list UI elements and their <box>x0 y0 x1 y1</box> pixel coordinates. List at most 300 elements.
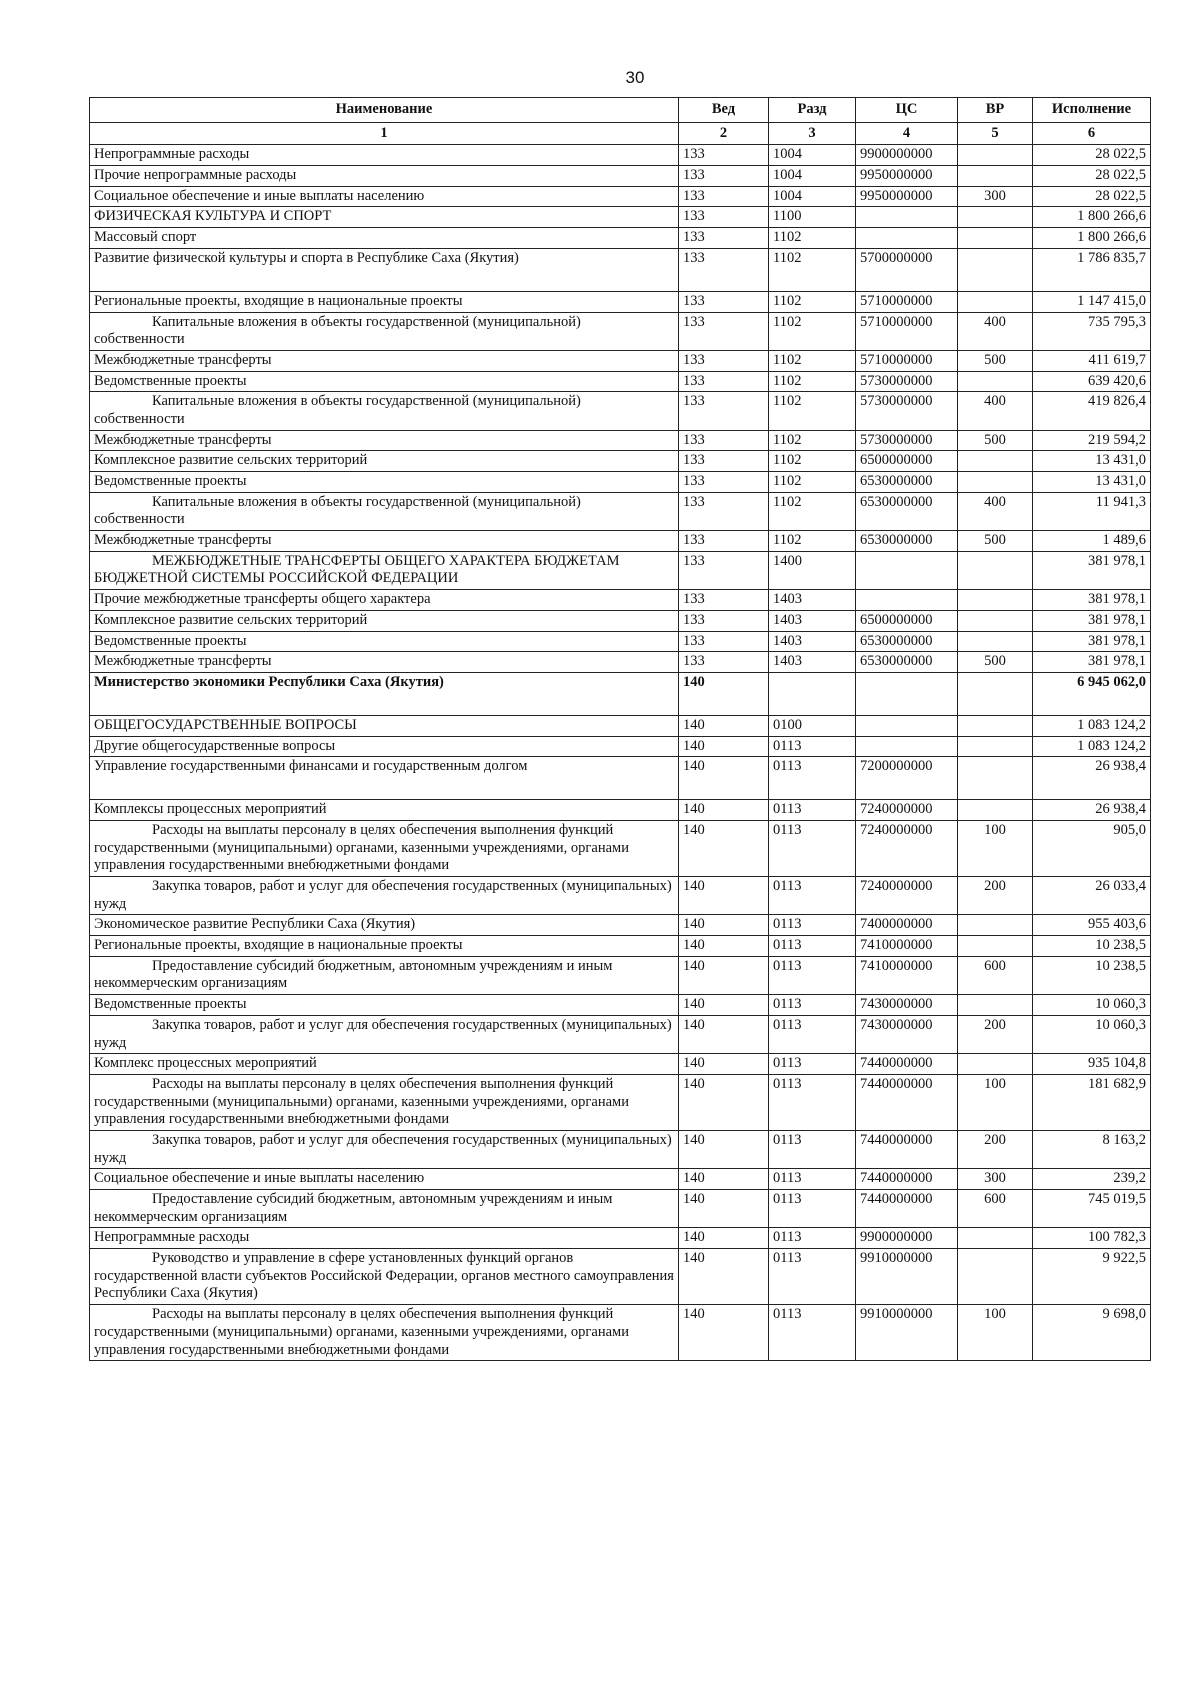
row-vr: 400 <box>958 392 1033 430</box>
row-vr: 400 <box>958 312 1033 350</box>
row-amount: 381 978,1 <box>1033 610 1151 631</box>
row-cs: 7240000000 <box>856 820 958 876</box>
row-amount: 1 489,6 <box>1033 531 1151 552</box>
row-ved: 133 <box>679 291 769 312</box>
row-name: Другие общегосударственные вопросы <box>90 736 679 757</box>
row-name: Капитальные вложения в объекты государственной (муниципальной) собственности <box>90 392 679 430</box>
row-amount: 955 403,6 <box>1033 915 1151 936</box>
row-amount: 905,0 <box>1033 820 1151 876</box>
row-name: Межбюджетные трансферты <box>90 652 679 673</box>
row-name: Расходы на выплаты персоналу в целях обеспечения выполнения функций государственными (муниципальными) органами, казенными учреждениями, органами управления государственными внебюджетными фондами <box>90 1074 679 1130</box>
table-row <box>90 672 1151 715</box>
table-row <box>90 915 1151 936</box>
table-row <box>90 1305 1151 1361</box>
row-ved: 140 <box>679 800 769 821</box>
row-ved: 140 <box>679 1228 769 1249</box>
row-razd: 1102 <box>769 371 856 392</box>
table-body <box>90 145 1151 1361</box>
row-cs: 9900000000 <box>856 1228 958 1249</box>
table-row <box>90 610 1151 631</box>
table-row <box>90 1054 1151 1075</box>
row-amount: 10 238,5 <box>1033 936 1151 957</box>
row-name: Капитальные вложения в объекты государственной (муниципальной) собственности <box>90 492 679 530</box>
row-amount: 239,2 <box>1033 1169 1151 1190</box>
row-ved: 133 <box>679 430 769 451</box>
row-ved: 133 <box>679 492 769 530</box>
row-ved: 133 <box>679 228 769 249</box>
row-vr <box>958 736 1033 757</box>
header-vr: ВР <box>958 98 1033 123</box>
row-ved: 140 <box>679 936 769 957</box>
row-vr: 600 <box>958 956 1033 994</box>
row-amount: 381 978,1 <box>1033 590 1151 611</box>
row-ved: 133 <box>679 350 769 371</box>
page-number: 30 <box>625 68 645 87</box>
row-cs: 6530000000 <box>856 492 958 530</box>
table-row <box>90 371 1151 392</box>
row-vr <box>958 995 1033 1016</box>
table-row <box>90 472 1151 493</box>
row-amount: 419 826,4 <box>1033 392 1151 430</box>
row-vr: 300 <box>958 186 1033 207</box>
column-number: 6 <box>1033 122 1151 145</box>
row-cs <box>856 736 958 757</box>
row-vr <box>958 207 1033 228</box>
row-razd <box>769 672 856 715</box>
row-name: Предоставление субсидий бюджетным, автономным учреждениям и иным некоммерческим организациям <box>90 1190 679 1228</box>
header-ved: Вед <box>679 98 769 123</box>
row-amount: 181 682,9 <box>1033 1074 1151 1130</box>
row-cs: 7400000000 <box>856 915 958 936</box>
row-razd: 0113 <box>769 1249 856 1305</box>
header-cs: ЦС <box>856 98 958 123</box>
table-row <box>90 956 1151 994</box>
row-cs: 5710000000 <box>856 350 958 371</box>
row-ved: 133 <box>679 166 769 187</box>
row-amount: 1 786 835,7 <box>1033 248 1151 291</box>
row-name: Руководство и управление в сфере установленных функций органов государственной власти субъектов Российской Федерации, органов местного самоуправления Республики Саха (Якутия) <box>90 1249 679 1305</box>
row-razd: 0100 <box>769 715 856 736</box>
table-row <box>90 757 1151 800</box>
row-vr <box>958 166 1033 187</box>
row-razd: 1102 <box>769 472 856 493</box>
row-amount: 9 698,0 <box>1033 1305 1151 1361</box>
row-name: Ведомственные проекты <box>90 472 679 493</box>
row-vr: 500 <box>958 350 1033 371</box>
header-amount: Исполнение <box>1033 98 1151 123</box>
row-name: ОБЩЕГОСУДАРСТВЕННЫЕ ВОПРОСЫ <box>90 715 679 736</box>
budget-table <box>89 97 1151 1361</box>
row-ved: 133 <box>679 451 769 472</box>
row-razd: 1004 <box>769 166 856 187</box>
table-row <box>90 877 1151 915</box>
table-row <box>90 531 1151 552</box>
row-amount: 8 163,2 <box>1033 1130 1151 1168</box>
row-name: Закупка товаров, работ и услуг для обеспечения государственных (муниципальных) нужд <box>90 1015 679 1053</box>
row-vr: 200 <box>958 1130 1033 1168</box>
row-ved: 140 <box>679 1190 769 1228</box>
row-amount: 11 941,3 <box>1033 492 1151 530</box>
row-razd: 1102 <box>769 451 856 472</box>
row-cs: 7430000000 <box>856 995 958 1016</box>
row-name: Управление государственными финансами и государственным долгом <box>90 757 679 800</box>
row-cs: 7440000000 <box>856 1074 958 1130</box>
row-name: Ведомственные проекты <box>90 631 679 652</box>
row-razd: 0113 <box>769 1228 856 1249</box>
row-name: Экономическое развитие Республики Саха (Якутия) <box>90 915 679 936</box>
row-amount: 219 594,2 <box>1033 430 1151 451</box>
row-name: Межбюджетные трансферты <box>90 350 679 371</box>
row-amount: 26 938,4 <box>1033 757 1151 800</box>
row-vr <box>958 472 1033 493</box>
row-vr <box>958 915 1033 936</box>
row-razd: 1100 <box>769 207 856 228</box>
row-ved: 140 <box>679 956 769 994</box>
row-cs <box>856 207 958 228</box>
row-razd: 1403 <box>769 652 856 673</box>
row-amount: 639 420,6 <box>1033 371 1151 392</box>
row-vr <box>958 936 1033 957</box>
row-razd: 0113 <box>769 1190 856 1228</box>
row-razd: 1102 <box>769 312 856 350</box>
row-razd: 1004 <box>769 186 856 207</box>
row-ved: 140 <box>679 995 769 1016</box>
row-name: Региональные проекты, входящие в национальные проекты <box>90 936 679 957</box>
column-number: 4 <box>856 122 958 145</box>
row-cs: 5710000000 <box>856 312 958 350</box>
row-vr: 500 <box>958 531 1033 552</box>
row-ved: 140 <box>679 1130 769 1168</box>
table-row <box>90 715 1151 736</box>
row-name: Массовый спорт <box>90 228 679 249</box>
row-vr <box>958 800 1033 821</box>
row-name: ФИЗИЧЕСКАЯ КУЛЬТУРА И СПОРТ <box>90 207 679 228</box>
row-ved: 133 <box>679 631 769 652</box>
row-razd: 1004 <box>769 145 856 166</box>
row-cs: 7440000000 <box>856 1169 958 1190</box>
row-name: Расходы на выплаты персоналу в целях обеспечения выполнения функций государственными (муниципальными) органами, казенными учреждениями, органами управления государственными внебюджетными фондами <box>90 1305 679 1361</box>
row-amount: 1 083 124,2 <box>1033 715 1151 736</box>
row-vr <box>958 451 1033 472</box>
row-ved: 140 <box>679 757 769 800</box>
row-razd: 0113 <box>769 757 856 800</box>
row-razd: 1102 <box>769 228 856 249</box>
row-cs: 7410000000 <box>856 956 958 994</box>
row-cs: 7430000000 <box>856 1015 958 1053</box>
row-ved: 140 <box>679 715 769 736</box>
row-razd: 0113 <box>769 915 856 936</box>
row-amount: 10 060,3 <box>1033 1015 1151 1053</box>
row-razd: 1102 <box>769 430 856 451</box>
row-vr <box>958 145 1033 166</box>
column-number-row <box>90 122 1151 145</box>
table-row <box>90 228 1151 249</box>
row-ved: 140 <box>679 915 769 936</box>
row-razd: 1102 <box>769 291 856 312</box>
table-row <box>90 551 1151 589</box>
row-name: Закупка товаров, работ и услуг для обеспечения государственных (муниципальных) нужд <box>90 1130 679 1168</box>
table-row <box>90 936 1151 957</box>
row-amount: 13 431,0 <box>1033 451 1151 472</box>
row-razd: 1102 <box>769 492 856 530</box>
row-amount: 28 022,5 <box>1033 166 1151 187</box>
row-amount: 6 945 062,0 <box>1033 672 1151 715</box>
table-row <box>90 652 1151 673</box>
row-razd: 0113 <box>769 956 856 994</box>
row-ved: 140 <box>679 1054 769 1075</box>
row-name: Прочие межбюджетные трансферты общего характера <box>90 590 679 611</box>
row-amount: 735 795,3 <box>1033 312 1151 350</box>
row-ved: 140 <box>679 820 769 876</box>
row-name: Региональные проекты, входящие в национальные проекты <box>90 291 679 312</box>
row-ved: 133 <box>679 531 769 552</box>
row-razd: 0113 <box>769 1305 856 1361</box>
row-cs: 9910000000 <box>856 1249 958 1305</box>
row-cs: 9900000000 <box>856 145 958 166</box>
row-vr: 200 <box>958 877 1033 915</box>
column-number: 5 <box>958 122 1033 145</box>
table-row <box>90 995 1151 1016</box>
row-razd: 0113 <box>769 1169 856 1190</box>
row-amount: 381 978,1 <box>1033 551 1151 589</box>
row-name: Социальное обеспечение и иные выплаты населению <box>90 1169 679 1190</box>
row-cs: 9950000000 <box>856 186 958 207</box>
row-cs: 5730000000 <box>856 392 958 430</box>
row-cs: 6530000000 <box>856 652 958 673</box>
row-cs: 6530000000 <box>856 531 958 552</box>
table-row <box>90 350 1151 371</box>
table-header-row <box>90 98 1151 123</box>
row-razd: 0113 <box>769 1054 856 1075</box>
row-ved: 133 <box>679 551 769 589</box>
row-cs: 7440000000 <box>856 1190 958 1228</box>
row-razd: 0113 <box>769 1074 856 1130</box>
row-amount: 26 938,4 <box>1033 800 1151 821</box>
row-name: Непрограммные расходы <box>90 145 679 166</box>
row-ved: 140 <box>679 1305 769 1361</box>
row-razd: 1403 <box>769 610 856 631</box>
row-razd: 1403 <box>769 590 856 611</box>
row-name: Расходы на выплаты персоналу в целях обеспечения выполнения функций государственными (муниципальными) органами, казенными учреждениями, органами управления государственными внебюджетными фондами <box>90 820 679 876</box>
row-vr <box>958 1228 1033 1249</box>
row-name: Прочие непрограммные расходы <box>90 166 679 187</box>
table-row <box>90 1249 1151 1305</box>
row-cs: 6530000000 <box>856 472 958 493</box>
row-ved: 133 <box>679 610 769 631</box>
row-ved: 140 <box>679 1249 769 1305</box>
table-row <box>90 590 1151 611</box>
row-razd: 1102 <box>769 531 856 552</box>
table-row <box>90 166 1151 187</box>
row-cs <box>856 672 958 715</box>
row-razd: 0113 <box>769 995 856 1016</box>
table-row <box>90 186 1151 207</box>
row-amount: 28 022,5 <box>1033 145 1151 166</box>
row-razd: 1102 <box>769 248 856 291</box>
row-name: Капитальные вложения в объекты государственной (муниципальной) собственности <box>90 312 679 350</box>
table-row <box>90 1169 1151 1190</box>
column-number: 2 <box>679 122 769 145</box>
row-vr: 500 <box>958 652 1033 673</box>
row-name: МЕЖБЮДЖЕТНЫЕ ТРАНСФЕРТЫ ОБЩЕГО ХАРАКТЕРА БЮДЖЕТАМ БЮДЖЕТНОЙ СИСТЕМЫ РОССИЙСКОЙ ФЕДЕРАЦИИ <box>90 551 679 589</box>
row-cs: 7440000000 <box>856 1130 958 1168</box>
row-name: Комплексное развитие сельских территорий <box>90 451 679 472</box>
row-cs: 9910000000 <box>856 1305 958 1361</box>
row-ved: 133 <box>679 590 769 611</box>
row-vr: 500 <box>958 430 1033 451</box>
table-row <box>90 291 1151 312</box>
row-ved: 140 <box>679 736 769 757</box>
table-row <box>90 492 1151 530</box>
row-ved: 140 <box>679 1074 769 1130</box>
row-vr <box>958 551 1033 589</box>
row-vr: 100 <box>958 1074 1033 1130</box>
row-cs: 9950000000 <box>856 166 958 187</box>
table-row <box>90 1130 1151 1168</box>
row-vr <box>958 228 1033 249</box>
table-row <box>90 312 1151 350</box>
row-name: Социальное обеспечение и иные выплаты населению <box>90 186 679 207</box>
row-name: Комплексы процессных мероприятий <box>90 800 679 821</box>
row-ved: 133 <box>679 207 769 228</box>
row-ved: 133 <box>679 652 769 673</box>
row-amount: 381 978,1 <box>1033 631 1151 652</box>
table-row <box>90 248 1151 291</box>
table-row <box>90 451 1151 472</box>
row-razd: 0113 <box>769 820 856 876</box>
row-vr <box>958 672 1033 715</box>
table-row <box>90 736 1151 757</box>
row-vr <box>958 291 1033 312</box>
header-name: Наименование <box>90 98 679 123</box>
row-amount: 10 238,5 <box>1033 956 1151 994</box>
row-cs <box>856 590 958 611</box>
row-cs <box>856 715 958 736</box>
column-number: 1 <box>90 122 679 145</box>
row-ved: 133 <box>679 145 769 166</box>
row-vr: 200 <box>958 1015 1033 1053</box>
row-ved: 140 <box>679 1169 769 1190</box>
row-razd: 1102 <box>769 350 856 371</box>
row-cs: 6500000000 <box>856 610 958 631</box>
row-vr: 100 <box>958 820 1033 876</box>
row-vr <box>958 1249 1033 1305</box>
row-razd: 0113 <box>769 936 856 957</box>
row-cs: 5710000000 <box>856 291 958 312</box>
header-razd: Разд <box>769 98 856 123</box>
row-name: Закупка товаров, работ и услуг для обеспечения государственных (муниципальных) нужд <box>90 877 679 915</box>
row-name: Комплекс процессных мероприятий <box>90 1054 679 1075</box>
row-amount: 411 619,7 <box>1033 350 1151 371</box>
row-ved: 133 <box>679 392 769 430</box>
row-vr: 300 <box>958 1169 1033 1190</box>
row-amount: 26 033,4 <box>1033 877 1151 915</box>
row-amount: 28 022,5 <box>1033 186 1151 207</box>
row-amount: 381 978,1 <box>1033 652 1151 673</box>
row-cs: 5730000000 <box>856 430 958 451</box>
row-amount: 9 922,5 <box>1033 1249 1151 1305</box>
row-razd: 0113 <box>769 1130 856 1168</box>
row-vr: 100 <box>958 1305 1033 1361</box>
row-ved: 140 <box>679 672 769 715</box>
table-row <box>90 820 1151 876</box>
table-row <box>90 1015 1151 1053</box>
row-razd: 1403 <box>769 631 856 652</box>
table-row <box>90 631 1151 652</box>
row-amount: 1 800 266,6 <box>1033 228 1151 249</box>
row-name: Предоставление субсидий бюджетным, автономным учреждениям и иным некоммерческим организациям <box>90 956 679 994</box>
table-row <box>90 800 1151 821</box>
row-vr <box>958 590 1033 611</box>
row-name: Ведомственные проекты <box>90 371 679 392</box>
row-amount: 10 060,3 <box>1033 995 1151 1016</box>
table-row <box>90 1074 1151 1130</box>
row-ved: 133 <box>679 371 769 392</box>
row-name: Министерство экономики Республики Саха (Якутия) <box>90 672 679 715</box>
row-razd: 0113 <box>769 736 856 757</box>
row-name: Развитие физической культуры и спорта в Республике Саха (Якутия) <box>90 248 679 291</box>
row-razd: 0113 <box>769 1015 856 1053</box>
row-vr: 600 <box>958 1190 1033 1228</box>
row-cs: 5730000000 <box>856 371 958 392</box>
row-cs: 6530000000 <box>856 631 958 652</box>
row-cs: 7200000000 <box>856 757 958 800</box>
row-razd: 0113 <box>769 877 856 915</box>
row-vr <box>958 610 1033 631</box>
row-amount: 100 782,3 <box>1033 1228 1151 1249</box>
row-vr <box>958 371 1033 392</box>
row-razd: 1400 <box>769 551 856 589</box>
table-row <box>90 1228 1151 1249</box>
row-cs: 7240000000 <box>856 877 958 915</box>
table-row <box>90 430 1151 451</box>
row-amount: 1 800 266,6 <box>1033 207 1151 228</box>
row-vr <box>958 757 1033 800</box>
row-cs: 7440000000 <box>856 1054 958 1075</box>
row-name: Комплексное развитие сельских территорий <box>90 610 679 631</box>
row-cs: 7410000000 <box>856 936 958 957</box>
row-cs <box>856 551 958 589</box>
row-name: Ведомственные проекты <box>90 995 679 1016</box>
row-amount: 745 019,5 <box>1033 1190 1151 1228</box>
row-vr <box>958 715 1033 736</box>
table-row <box>90 392 1151 430</box>
row-ved: 133 <box>679 248 769 291</box>
row-cs: 6500000000 <box>856 451 958 472</box>
row-name: Межбюджетные трансферты <box>90 430 679 451</box>
table-row <box>90 145 1151 166</box>
table-row <box>90 1190 1151 1228</box>
row-ved: 133 <box>679 186 769 207</box>
row-ved: 133 <box>679 472 769 493</box>
row-ved: 133 <box>679 312 769 350</box>
row-razd: 0113 <box>769 800 856 821</box>
row-name: Непрограммные расходы <box>90 1228 679 1249</box>
row-amount: 1 083 124,2 <box>1033 736 1151 757</box>
row-cs: 5700000000 <box>856 248 958 291</box>
row-ved: 140 <box>679 1015 769 1053</box>
row-vr <box>958 631 1033 652</box>
column-number: 3 <box>769 122 856 145</box>
row-vr <box>958 1054 1033 1075</box>
row-cs: 7240000000 <box>856 800 958 821</box>
row-amount: 1 147 415,0 <box>1033 291 1151 312</box>
row-name: Межбюджетные трансферты <box>90 531 679 552</box>
row-vr: 400 <box>958 492 1033 530</box>
row-razd: 1102 <box>769 392 856 430</box>
table-row <box>90 207 1151 228</box>
row-cs <box>856 228 958 249</box>
